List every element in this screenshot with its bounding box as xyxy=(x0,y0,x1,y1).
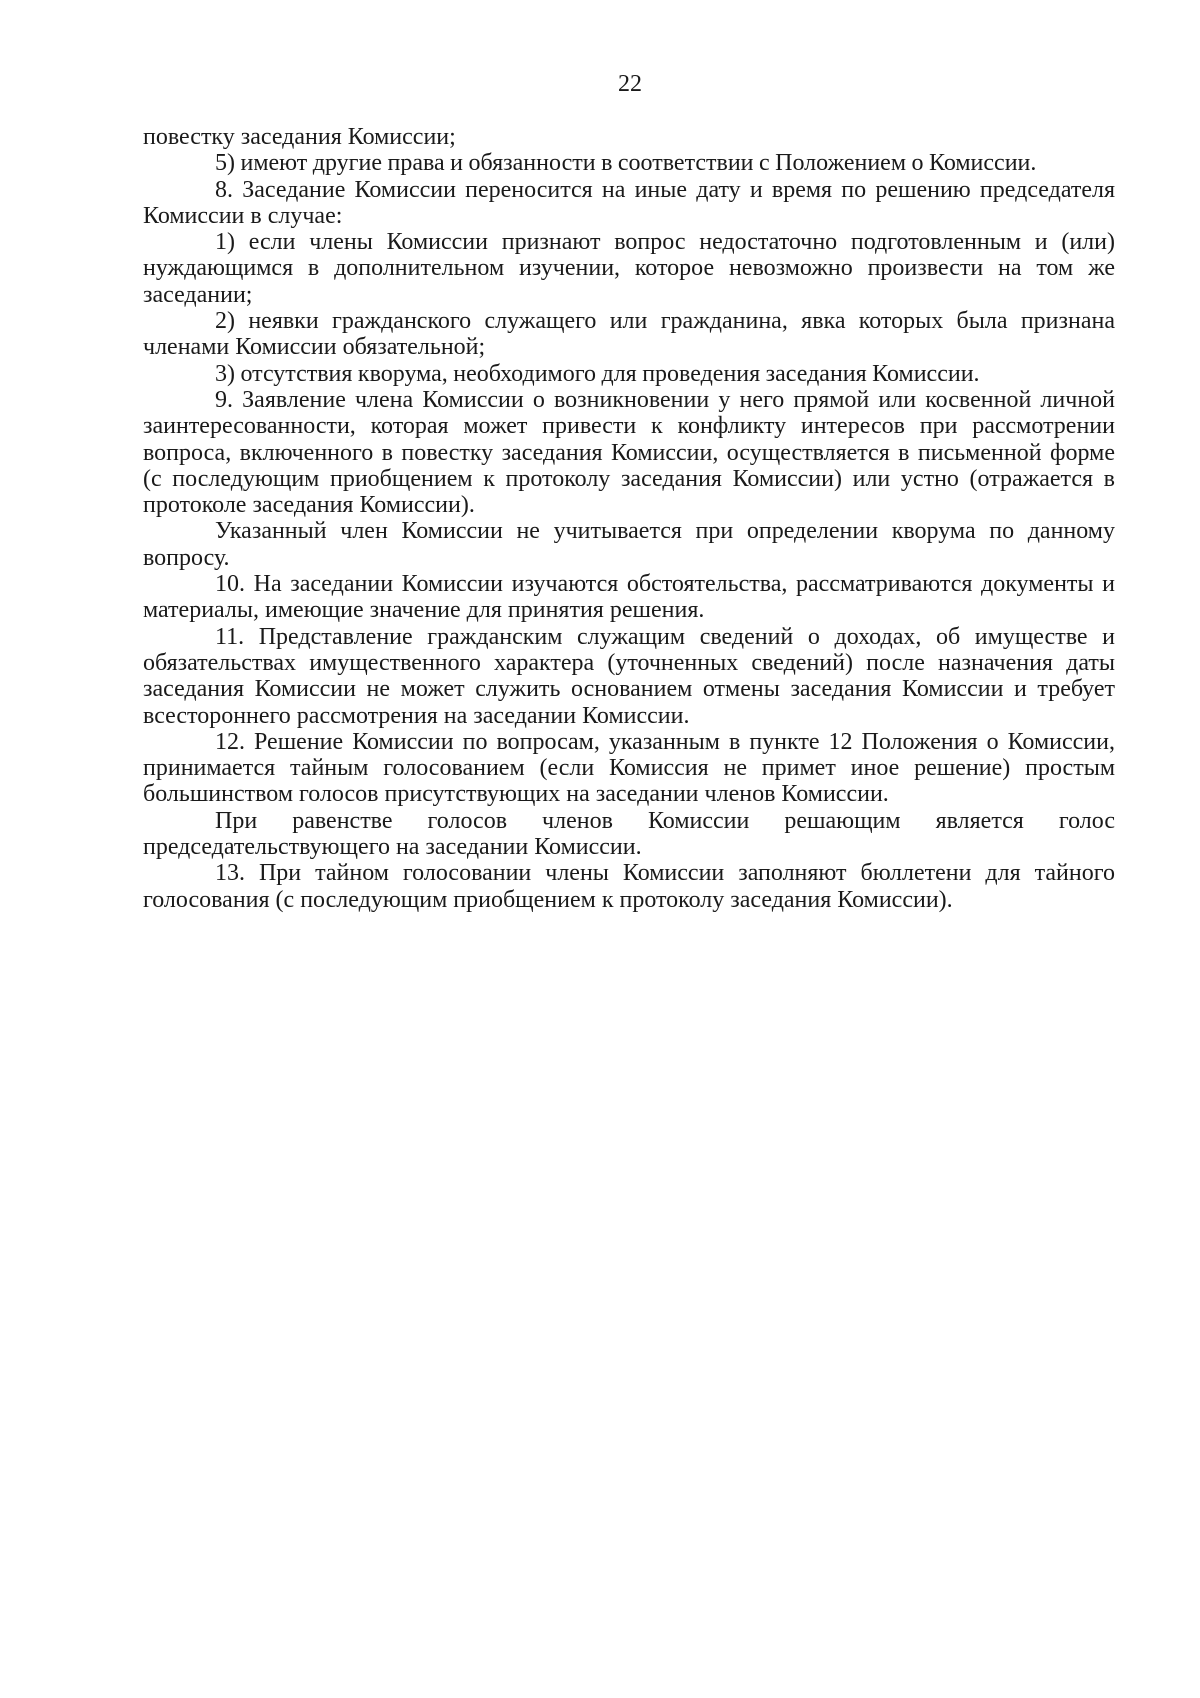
paragraph-quorum-note: Указанный член Комиссии не учитывается при определении кворума по данному вопросу. xyxy=(143,518,1115,571)
paragraph-section-12: 12. Решение Комиссии по вопросам, указанным в пункте 12 Положения о Комиссии, принимается тайным голосованием (если Комиссия не примет иное решение) простым большинством голосов присутствующих на заседании членов Комиссии. xyxy=(143,728,1115,808)
paragraph-section-10: 10. На заседании Комиссии изучаются обстоятельства, рассматриваются документы и материалы, имеющие значение для принятия решения. xyxy=(143,571,1115,624)
paragraph-section-13: 13. При тайном голосовании члены Комиссии заполняют бюллетени для тайного голосования (с последующим приобщением к протоколу заседания Комиссии). xyxy=(143,860,1115,913)
paragraph-section-11: 11. Представление гражданским служащим сведений о доходах, об имуществе и обязательствах имущественного характера (уточненных сведений) после назначения даты заседания Комиссии не может служить основанием отмены заседания Комиссии и требует всестороннего рассмотрения на заседании Комиссии. xyxy=(143,623,1115,729)
page-number: 22 xyxy=(618,71,642,97)
paragraph-section-9: 9. Заявление члена Комиссии о возникновении у него прямой или косвенной личной заинтересованности, которая может привести к конфликту интересов при рассмотрении вопроса, включенного в повестку заседания Комиссии, осуществляется в письменной форме (с последующим приобщением к протоколу заседания Комиссии) или устно (отражается в протоколе заседания Комиссии). xyxy=(143,386,1115,519)
paragraph-item-5: 5) имеют другие права и обязанности в соответствии с Положением о Комиссии. xyxy=(215,150,1037,177)
paragraph-section-8: 8. Заседание Комиссии переносится на иные дату и время по решению председателя Комиссии в случае: xyxy=(143,176,1115,229)
paragraph-tie-vote: При равенстве голосов членов Комиссии решающим является голос председательствующего на заседании Комиссии. xyxy=(143,807,1115,861)
document-body xyxy=(143,124,1115,913)
paragraph-item-3: 3) отсутствия кворума, необходимого для проведения заседания Комиссии. xyxy=(215,360,980,387)
paragraph-continuation: повестку заседания Комиссии; xyxy=(143,124,456,150)
paragraph-item-1: 1) если члены Комиссии признают вопрос недостаточно подготовленным и (или) нуждающимся в дополнительном изучении, которое невозможно произвести на том же заседании; xyxy=(143,229,1115,308)
paragraph-item-2: 2) неявки гражданского служащего или гражданина, явка которых была признана членами Комиссии обязательной; xyxy=(143,308,1115,361)
